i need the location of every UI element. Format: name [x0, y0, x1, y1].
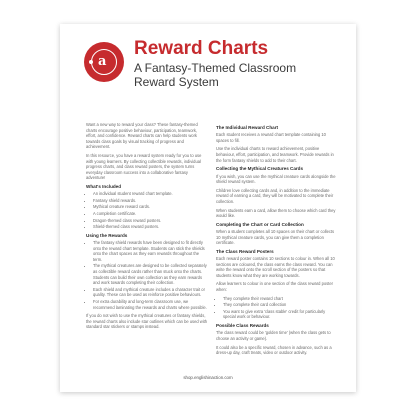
paragraph: When a student completes all 10 spaces on their chart or collects 10 mythical creature cards, you can give them a completion certificate.: [216, 229, 335, 246]
header: [84, 38, 338, 112]
page-subtitle: A Fantasy-Themed Classroom Reward System: [134, 61, 297, 89]
page-title: Reward Charts: [134, 38, 269, 59]
paragraph: Allow learners to colour in one section of the class reward poster when:: [216, 281, 333, 293]
list-item: • Fantasy shield rewards.: [93, 198, 208, 204]
paragraph: When students earn a card, allow them to choose which card they would like.: [216, 207, 336, 219]
section-heading: Possible Class Rewards: [216, 323, 269, 329]
paragraph: Each reward poster contains 10 sections to colour in. When all 10 sections are coloured, the class earns the class reward. You can write the reward onto the scroll section of the posters so that students know what they are working towards.: [216, 256, 335, 278]
list-item: • Dragon-themed class reward posters.: [93, 218, 208, 224]
logo-mark: a: [98, 54, 107, 69]
bullet-list: [86, 191, 208, 230]
section-heading: Completing the Chart or Card Collection: [216, 221, 304, 227]
right-column: [216, 122, 338, 359]
list-item: • The mythical creatures are designed to be collected separately as collectible reward cards rather than stuck onto the charts. Students can build their own collection as they earn rewards and work towards completing their collection.: [93, 263, 208, 285]
list-item: • Shield-themed class reward posters.: [93, 224, 208, 230]
section-heading: Using the Rewards: [86, 232, 128, 238]
bullet-list: [216, 296, 338, 320]
worksheet-page: [60, 24, 356, 392]
paragraph: It could also be a specific reward, chosen in advance, such as a dress-up day, craft treats, video or outdoor activity.: [216, 344, 332, 356]
list-item: • The fantasy shield rewards have been designed to fit directly onto the reward chart template. Students can stick the shields onto the chart spaces as they earn rewards throughout the term.: [93, 240, 208, 262]
paragraph: The class reward could be 'golden time' (when the class gets to choose an activity or game).: [216, 330, 331, 341]
paragraph: If you do not wish to use the mythical creatures or fantasy shields, the reward charts also include star outlines which can be used with standard star stickers or stamps instead.: [86, 313, 208, 330]
brand-logo: [84, 42, 124, 82]
paragraph: Use the individual charts to reward achievement, positive behaviour, effort, participation, and teamwork. Provide rewards in the form fantasy shields to add to their chart.: [216, 146, 334, 163]
list-item: • They complete their reward chart: [223, 296, 338, 302]
paragraph: Children love collecting cards and, in addition to the immediate reward of earning a card, they will be motivated to complete their collection.: [216, 187, 334, 204]
bullet-list: [86, 240, 208, 310]
section-heading: The Class Reward Posters: [216, 248, 274, 254]
logo-dot: [89, 60, 93, 64]
list-item: • You want to give extra 'class stable' credit for particularly special work or behaviour.: [223, 309, 338, 320]
list-item: • They complete their card collection: [223, 302, 338, 308]
paragraph: Want a new way to reward your class? These fantasy-themed charts encourage positive behaviour, participation, teamwork, effort, and confidence. Reward charts can help students work towards class goals by visual tracking of progress and achievement.: [86, 122, 198, 150]
paragraph: In this resource, you have a reward system ready for you to use with young learners. By collecting collectible rewards, individual progress charts, and class reward posters, the system turns everyday classroom success into a collaborative fantasy adventure!: [86, 152, 202, 181]
list-item: • An individual student reward chart template.: [93, 191, 208, 197]
section-heading: What's Included: [86, 183, 122, 189]
left-column: [86, 122, 208, 333]
footer-url: shop.englishinaction.com: [183, 375, 233, 380]
list-item: • Mythical creature reward cards.: [93, 204, 208, 210]
paragraph: If you wish, you can use the mythical creature cards alongside the shield reward system.: [216, 173, 336, 185]
section-heading: Collecting the Mythical Creatures Cards: [216, 166, 304, 172]
section-heading: The Individual Reward Chart: [216, 125, 279, 130]
list-item: • For extra durability and long-term classroom use, we recommend laminating the rewards and charts where possible.: [93, 299, 208, 310]
list-item: • Each shield and mythical creature includes a character trait or quality. These can be used as reinforce positive behaviours.: [93, 287, 208, 298]
list-item: • A completion certificate.: [93, 211, 208, 217]
paragraph: Each student receives a reward chart template containing 10 spaces to fill.: [216, 132, 326, 143]
